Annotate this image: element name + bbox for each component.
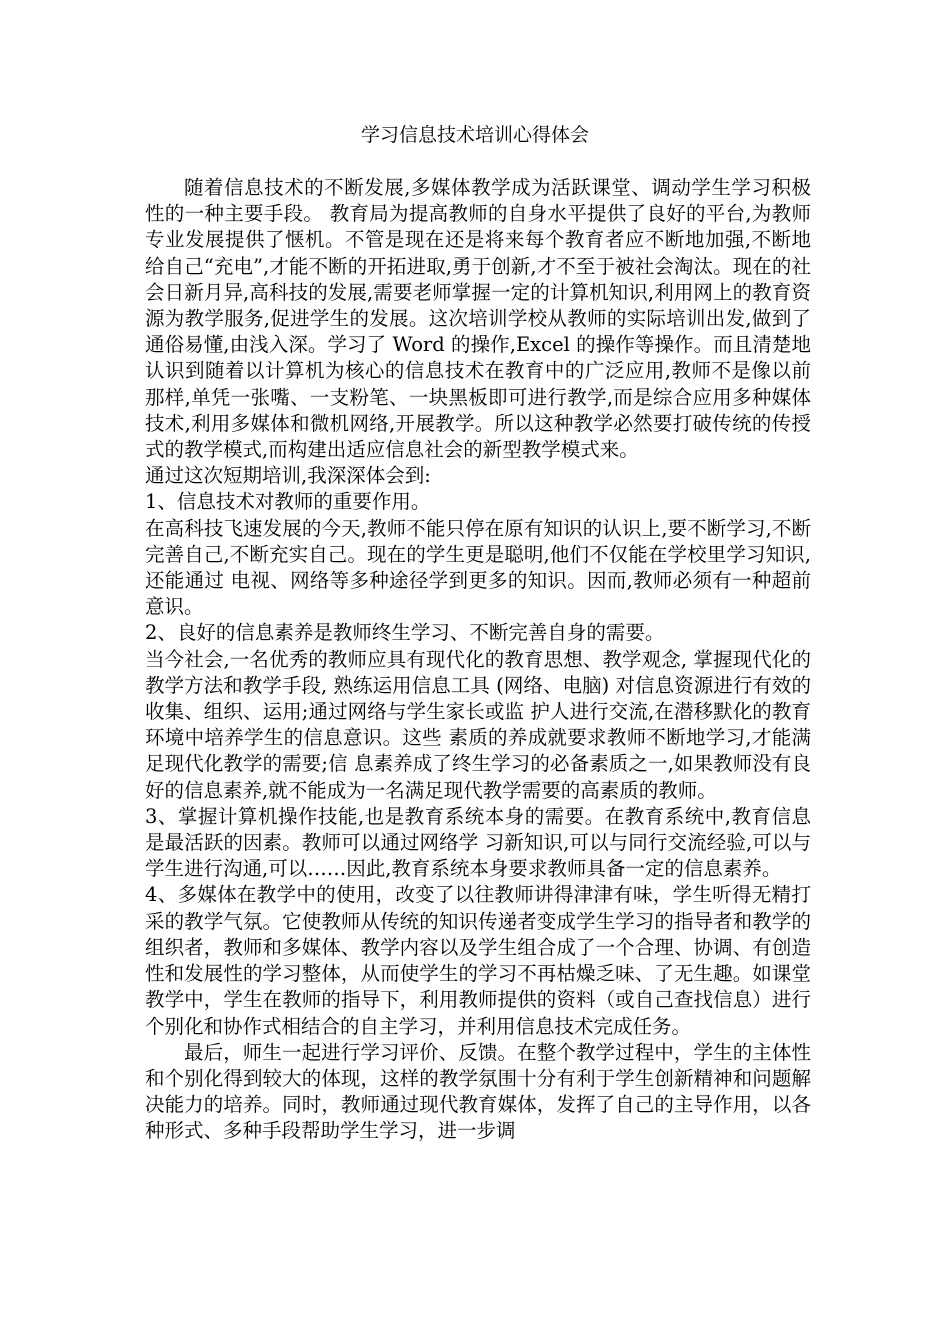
paragraph-point-1: 在高科技飞速发展的今天,教师不能只停在原有知识的认识上,要不断学习,不断完善自己,不断充实自己。现在的学生更是聪明,他们不仅能在学校里学习知识,还能通过 电视、网络等多种途径学到更多的知识。因而,教师必须有一种超前 意识。 bbox=[145, 516, 811, 619]
paragraph-point-4: 4、多媒体在教学中的使用，改变了以往教师讲得津津有味，学生听得无精打采的教学气氛。它使教师从传统的知识传递者变成学生学习的指导者和教学的组织者，教师和多媒体、教学内容以及学生组合成了一个合理、协调、有创造性和发展性的学习整体，从而使学生的学习不再枯燥乏味、了无生趣。如课堂教学中，学生在教师的指导下，利用教师提供的资料（或自己查找信息）进行个别化和协作式相结合的自主学习，并利用信息技术完成任务。 bbox=[145, 883, 811, 1038]
paragraph-conclusion: 最后，师生一起进行学习评价、反馈。在整个教学过程中，学生的主体性和个别化得到较大的体现，这样的教学氛围十分有利于学生创新精神和问题解决能力的培养。同时，教师通过现代教育媒体，发挥了自己的主导作用，以各种形式、多种手段帮助学生学习，进一步调 bbox=[145, 1040, 811, 1143]
heading-point-1: 1、信息技术对教师的重要作用。 bbox=[145, 490, 431, 514]
paragraph-intro: 随着信息技术的不断发展,多媒体教学成为活跃课堂、调动学生学习积极性的一种主要手段。 教育局为提高教师的自身水平提供了良好的平台,为教师专业发展提供了惬机。不管是现在还是将来每个教育者应不断地加强,不断地给自己“充电”,才能不断的开拓进取,勇于创新,才不至于被社会淘汰。现在的社会日新月异,高科技的发展,需要老师掌握一定的计算机知识,利用网上的教育资源为教学服务,促进学生的发展。这次培训学校从教师的实际培训出发,做到了通俗易懂,由浅入深。学习了 Word 的操作,Excel 的操作等操作。而且清楚地认识到随着以计算机为核心的信息技术在教育中的广泛应用,教师不是像以前那样,单凭一张嘴、一支粉笔、一块黑板即可进行教学,而是综合应用多种媒体技术,利用多媒体和微机网络,开展教学。所以这种教学必然要打破传统的传授式的教学模式,而构建出适应信息社会的新型教学模式来。 bbox=[145, 176, 811, 462]
paragraph-point-2: 当今社会,一名优秀的教师应具有现代化的教育思想、教学观念, 掌握现代化的教学方法和教学手段, 熟练运用信息工具 (网络、电脑) 对信息资源进行有效的收集、组织、运用;通过网络与学生家长或监 护人进行交流,在潜移默化的教育环境中培养学生的信息意识。这些 素质的养成就要求教师不断地学习,才能满足现代化教学的需要;信 息素养成了终生学习的必备素质之一,如果教师没有良好的信息素养,就不能成为一名满足现代教学需要的高素质的教师。 bbox=[145, 647, 811, 802]
document-body bbox=[145, 175, 811, 1145]
heading-point-2: 2、良好的信息素养是教师终生学习、不断完善自身的需要。 bbox=[145, 621, 665, 645]
document-title: 学习信息技术培训心得体会 bbox=[360, 124, 589, 146]
paragraph-summary-lead: 通过这次短期培训,我深深体会到: bbox=[145, 464, 431, 488]
paragraph-point-3: 3、掌握计算机操作技能,也是教育系统本身的需要。在教育系统中,教育信息是最活跃的因素。教师可以通过网络学 习新知识,可以与同行交流经验,可以与学生进行沟通,可以……因此,教育系统本身要求教师具备一定的信息素养。 bbox=[145, 804, 811, 881]
